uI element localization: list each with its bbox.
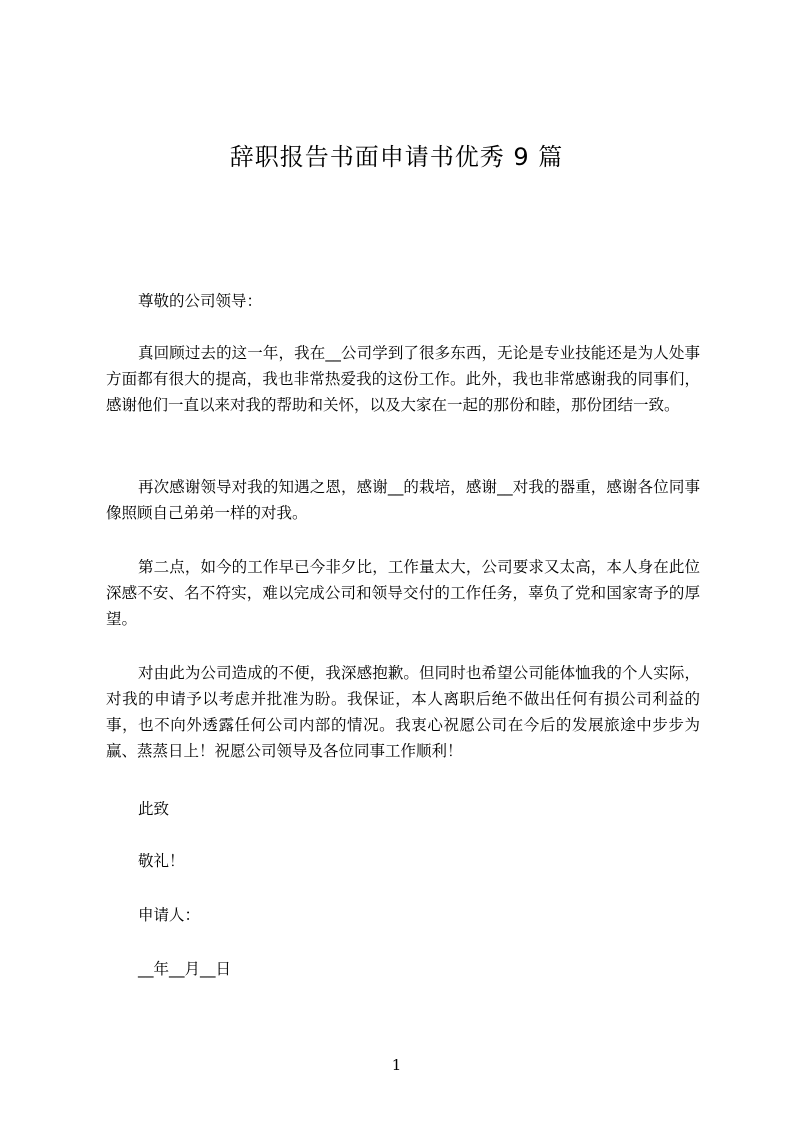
closing-line-1: 此致 xyxy=(138,800,170,818)
body-paragraph-3: 第二点，如今的工作早已今非夕比，工作量太大，公司要求又太高，本人身在此位深感不安、名不符实，难以完成公司和领导交付的工作任务，辜负了党和国家寄予的厚望。 xyxy=(106,558,700,628)
body-paragraph-1: 真回顾过去的这一年，我在__公司学到了很多东西，无论是专业技能还是为人处事方面都有很大的提高，我也非常热爱我的这份工作。此外，我也非常感谢我的同事们，感谢他们一直以来对我的帮助和关怀，以及大家在一起的那份和睦，那份团结一致。 xyxy=(106,344,700,414)
applicant-label: 申请人： xyxy=(138,906,201,924)
date-line: __年__月__日 xyxy=(138,960,232,978)
closing-line-2: 敬礼！ xyxy=(138,852,185,870)
body-paragraph-2: 再次感谢领导对我的知遇之恩，感谢__的栽培，感谢__对我的器重，感谢各位同事像照顾自己弟弟一样的对我。 xyxy=(106,478,700,522)
body-paragraph-4: 对由此为公司造成的不便，我深感抱歉。但同时也希望公司能体恤我的个人实际，对我的申请予以考虑并批准为盼。我保证，本人离职后绝不做出任何有损公司利益的事，也不向外透露任何公司内部的情况。我衷心祝愿公司在今后的发展旅途中步步为赢、蒸蒸日上！祝愿公司领导及各位同事工作顺利！ xyxy=(106,664,700,760)
salutation: 尊敬的公司领导： xyxy=(138,292,263,310)
document-title: 辞职报告书面申请书优秀 9 篇 xyxy=(229,143,564,171)
page-number: 1 xyxy=(391,1056,402,1074)
